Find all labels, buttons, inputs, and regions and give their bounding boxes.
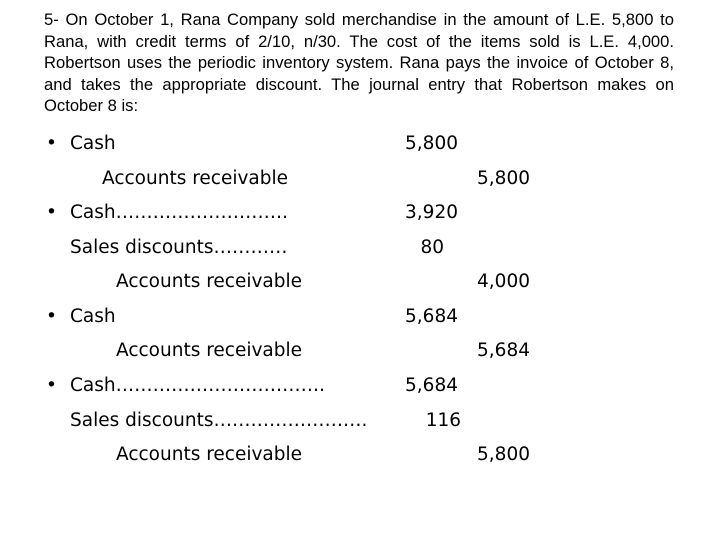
account-label: Sales discounts…………………….	[70, 410, 368, 431]
account-label: Sales discounts…………	[70, 237, 288, 258]
option-b-line-2	[0, 233, 720, 263]
debit-amount: 116	[425, 410, 461, 431]
bullet: •	[46, 306, 57, 327]
account-label: Accounts receivable	[116, 444, 303, 465]
option-d-line-2	[0, 406, 720, 436]
option-c-line-1	[0, 302, 720, 332]
option-b-line-1	[0, 198, 720, 228]
account-label: Accounts receivable	[116, 340, 303, 361]
option-d-line-1	[0, 371, 720, 401]
account-label: Cash…………………………….	[70, 375, 325, 396]
question-text: 5- On October 1, Rana Company sold merchandise in the amount of L.E. 5,800 to Rana, with credit terms of 2/10, n/30. The cost of the items sold is L.E. 4,000. Robertson uses the periodic inventory system. Rana pays the invoice of October 8, and takes the appropriate discount. The journal entry that Robertson makes on October 8 is:	[44, 10, 674, 116]
account-label: Cash	[70, 133, 116, 154]
credit-amount: 5,800	[477, 444, 530, 465]
bullet: •	[46, 133, 57, 154]
account-label: Accounts receivable	[116, 271, 303, 292]
credit-amount: 4,000	[477, 271, 530, 292]
option-b-line-3	[0, 267, 720, 297]
account-label: Cash	[70, 306, 116, 327]
debit-amount: 3,920	[405, 202, 458, 223]
option-c-line-2	[0, 336, 720, 366]
debit-amount: 5,800	[405, 133, 458, 154]
debit-amount: 5,684	[405, 375, 458, 396]
bullet: •	[46, 375, 57, 396]
option-a-line-2	[0, 164, 720, 194]
credit-amount: 5,800	[477, 168, 530, 189]
account-label: Cash……………………….	[70, 202, 288, 223]
credit-amount: 5,684	[477, 340, 530, 361]
bullet: •	[46, 202, 57, 223]
option-a-line-1	[0, 129, 720, 159]
debit-amount: 80	[420, 237, 444, 258]
account-label: Accounts receivable	[102, 168, 289, 189]
option-d-line-3	[0, 440, 720, 470]
debit-amount: 5,684	[405, 306, 458, 327]
